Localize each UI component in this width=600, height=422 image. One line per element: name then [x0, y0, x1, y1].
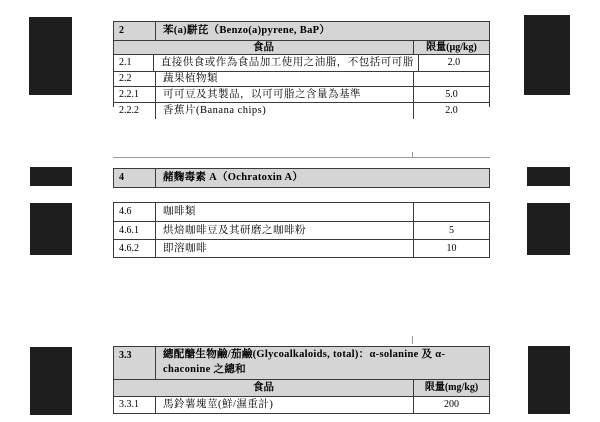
- section-number: 4: [114, 169, 156, 187]
- food-cell: 馬鈴薯塊莖(鮮/濕重計): [163, 399, 274, 410]
- ochratoxin-rows-table: [113, 202, 490, 258]
- table-row: [114, 203, 489, 221]
- bap-table: [113, 21, 490, 116]
- table-row: [114, 221, 489, 239]
- cropped-column-divider: [412, 152, 413, 157]
- limit-cell: 5.0: [413, 87, 489, 102]
- food-cell: 咖啡類: [163, 206, 196, 217]
- table-row: [114, 396, 489, 413]
- cropped-table-edge: [113, 157, 490, 158]
- section-title: 苯(a)駢芘（Benzo(a)pyrene, BaP）: [163, 25, 331, 36]
- limit-cell: 5: [413, 222, 489, 239]
- limit-cell: 2.0: [418, 55, 489, 71]
- row-number-cell: 2.2.1: [114, 87, 156, 102]
- redaction-block: [527, 167, 570, 186]
- row-number-cell: 2.2: [114, 72, 156, 86]
- limit-cell: 10: [413, 240, 489, 257]
- food-column-header: 食品: [253, 382, 274, 393]
- section-title: 總配醣生物鹼/茄鹼(Glycoalkaloids, total)：α-solanine 及 α-chaconine 之總和: [163, 349, 446, 375]
- column-header-row: [114, 40, 489, 54]
- food-cell: 可可豆及其製品，以可可脂之含量為基準: [163, 89, 361, 100]
- row-number-cell: 2.1: [114, 55, 154, 71]
- table-row: [114, 71, 489, 86]
- food-column-header: 食品: [253, 42, 274, 53]
- limit-cell: [413, 72, 489, 86]
- glycoalkaloid-table: [113, 346, 490, 414]
- limit-cell: 200: [413, 397, 489, 413]
- row-number-cell: 4.6.2: [114, 240, 156, 257]
- section-number: 2: [114, 22, 156, 40]
- column-header-row: [114, 379, 489, 396]
- redaction-block: [29, 17, 72, 95]
- redaction-block: [30, 347, 72, 415]
- limit-column-header: 限量(mg/kg): [413, 380, 489, 396]
- food-cell: 蔬果植物類: [163, 73, 218, 84]
- redaction-block: [528, 346, 570, 414]
- redaction-block: [524, 15, 570, 95]
- redaction-block: [30, 203, 72, 255]
- cropped-column-divider: [412, 336, 413, 344]
- row-number-cell: 3.3.1: [114, 397, 156, 413]
- food-cell: 香蕉片(Banana chips): [163, 105, 267, 116]
- glyco-title-row: [114, 347, 489, 379]
- table-row: [114, 239, 489, 257]
- redaction-block: [527, 203, 570, 255]
- redaction-block: [30, 167, 72, 186]
- row-number-cell: 4.6: [114, 203, 156, 221]
- section-number: 3.3: [114, 347, 156, 379]
- bap-title-row: [114, 22, 489, 40]
- ochratoxin-title-row: [114, 169, 489, 187]
- food-cell: 直接供食或作為食品加工使用之油脂，不包括可可脂: [160, 57, 414, 68]
- cropped-row-clip: [114, 102, 489, 116]
- limit-cell: 2.0: [413, 103, 489, 119]
- food-cell: 即溶咖啡: [163, 243, 207, 254]
- ochratoxin-title-table: [113, 168, 490, 188]
- table-row: [114, 103, 489, 119]
- food-cell: 烘焙咖啡豆及其研磨之咖啡粉: [163, 225, 306, 236]
- limit-cell: [413, 203, 489, 221]
- table-row: [114, 86, 489, 102]
- section-title: 赭麴毒素 A（Ochratoxin A）: [163, 172, 304, 183]
- row-number-cell: 2.2.2: [114, 103, 156, 119]
- table-row: [114, 54, 489, 71]
- row-number-cell: 4.6.1: [114, 222, 156, 239]
- limit-column-header: 限量(µg/kg): [413, 41, 489, 54]
